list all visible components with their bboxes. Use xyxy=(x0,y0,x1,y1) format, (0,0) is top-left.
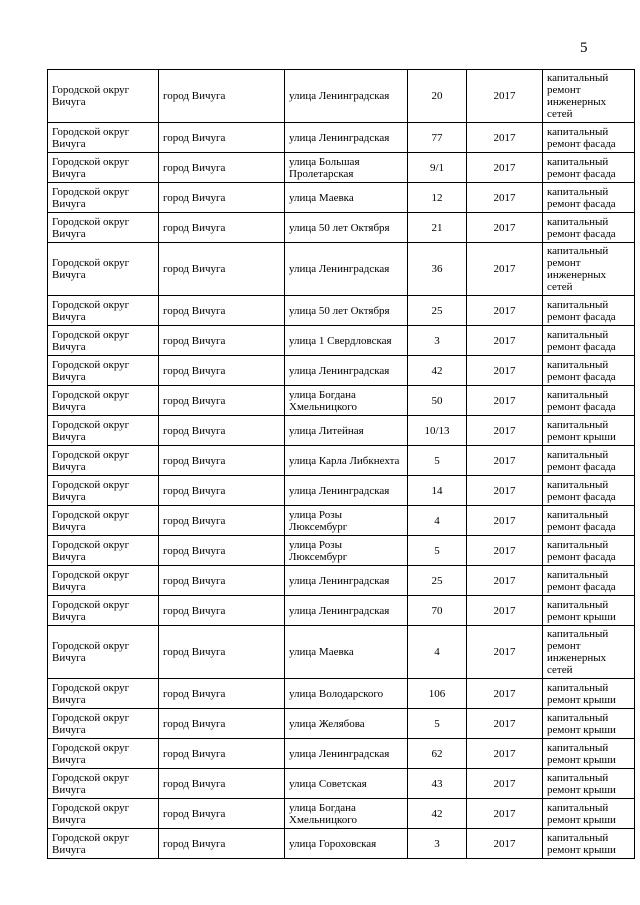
table-row xyxy=(48,386,635,416)
house-number-cell: 14 xyxy=(408,476,467,506)
year-cell: 2017 xyxy=(467,386,543,416)
registry-table-body xyxy=(48,70,635,859)
year-cell: 2017 xyxy=(467,536,543,566)
street-cell: улица Маевка xyxy=(285,626,408,679)
district-cell: Городской округ Вичуга xyxy=(48,213,159,243)
year-cell: 2017 xyxy=(467,446,543,476)
city-cell: город Вичуга xyxy=(159,356,285,386)
street-cell: улица 50 лет Октября xyxy=(285,213,408,243)
year-cell: 2017 xyxy=(467,476,543,506)
house-number-cell: 20 xyxy=(408,70,467,123)
work-type-cell: капитальный ремонт крыши xyxy=(543,416,635,446)
house-number-cell: 10/13 xyxy=(408,416,467,446)
registry-table xyxy=(47,69,635,859)
house-number-cell: 77 xyxy=(408,123,467,153)
work-type-cell: капитальный ремонт фасада xyxy=(543,123,635,153)
table-row xyxy=(48,213,635,243)
work-type-cell: капитальный ремонт фасада xyxy=(543,506,635,536)
street-cell: улица 50 лет Октября xyxy=(285,296,408,326)
work-type-cell: капитальный ремонт фасада xyxy=(543,476,635,506)
district-cell: Городской округ Вичуга xyxy=(48,626,159,679)
district-cell: Городской округ Вичуга xyxy=(48,536,159,566)
work-type-cell: капитальный ремонт инженерных сетей xyxy=(543,626,635,679)
table-row xyxy=(48,679,635,709)
city-cell: город Вичуга xyxy=(159,739,285,769)
work-type-cell: капитальный ремонт фасада xyxy=(543,566,635,596)
street-cell: улица Розы Люксембург xyxy=(285,506,408,536)
district-cell: Городской округ Вичуга xyxy=(48,476,159,506)
table-row xyxy=(48,446,635,476)
year-cell: 2017 xyxy=(467,506,543,536)
table-row xyxy=(48,596,635,626)
street-cell: улица Розы Люксембург xyxy=(285,536,408,566)
table-row xyxy=(48,829,635,859)
house-number-cell: 5 xyxy=(408,536,467,566)
street-cell: улица Ленинградская xyxy=(285,476,408,506)
year-cell: 2017 xyxy=(467,70,543,123)
year-cell: 2017 xyxy=(467,416,543,446)
city-cell: город Вичуга xyxy=(159,153,285,183)
work-type-cell: капитальный ремонт инженерных сетей xyxy=(543,243,635,296)
city-cell: город Вичуга xyxy=(159,183,285,213)
work-type-cell: капитальный ремонт крыши xyxy=(543,739,635,769)
table-row xyxy=(48,243,635,296)
street-cell: улица Ленинградская xyxy=(285,243,408,296)
street-cell: улица Володарского xyxy=(285,679,408,709)
work-type-cell: капитальный ремонт крыши xyxy=(543,709,635,739)
year-cell: 2017 xyxy=(467,739,543,769)
house-number-cell: 21 xyxy=(408,213,467,243)
district-cell: Городской округ Вичуга xyxy=(48,416,159,446)
district-cell: Городской округ Вичуга xyxy=(48,243,159,296)
work-type-cell: капитальный ремонт фасада xyxy=(543,386,635,416)
table-row xyxy=(48,326,635,356)
work-type-cell: капитальный ремонт фасада xyxy=(543,446,635,476)
year-cell: 2017 xyxy=(467,799,543,829)
city-cell: город Вичуга xyxy=(159,416,285,446)
district-cell: Городской округ Вичуга xyxy=(48,446,159,476)
year-cell: 2017 xyxy=(467,183,543,213)
house-number-cell: 70 xyxy=(408,596,467,626)
year-cell: 2017 xyxy=(467,709,543,739)
table-row xyxy=(48,739,635,769)
year-cell: 2017 xyxy=(467,296,543,326)
district-cell: Городской округ Вичуга xyxy=(48,70,159,123)
house-number-cell: 25 xyxy=(408,566,467,596)
table-row xyxy=(48,536,635,566)
city-cell: город Вичуга xyxy=(159,476,285,506)
house-number-cell: 43 xyxy=(408,769,467,799)
street-cell: улица Гороховская xyxy=(285,829,408,859)
year-cell: 2017 xyxy=(467,566,543,596)
city-cell: город Вичуга xyxy=(159,296,285,326)
work-type-cell: капитальный ремонт крыши xyxy=(543,799,635,829)
city-cell: город Вичуга xyxy=(159,536,285,566)
house-number-cell: 9/1 xyxy=(408,153,467,183)
city-cell: город Вичуга xyxy=(159,243,285,296)
house-number-cell: 36 xyxy=(408,243,467,296)
house-number-cell: 106 xyxy=(408,679,467,709)
work-type-cell: капитальный ремонт фасада xyxy=(543,296,635,326)
street-cell: улица Советская xyxy=(285,769,408,799)
city-cell: город Вичуга xyxy=(159,799,285,829)
district-cell: Городской округ Вичуга xyxy=(48,183,159,213)
table-row xyxy=(48,566,635,596)
year-cell: 2017 xyxy=(467,596,543,626)
table-row xyxy=(48,296,635,326)
house-number-cell: 42 xyxy=(408,799,467,829)
city-cell: город Вичуга xyxy=(159,213,285,243)
work-type-cell: капитальный ремонт инженерных сетей xyxy=(543,70,635,123)
house-number-cell: 4 xyxy=(408,626,467,679)
year-cell: 2017 xyxy=(467,243,543,296)
house-number-cell: 42 xyxy=(408,356,467,386)
city-cell: город Вичуга xyxy=(159,596,285,626)
street-cell: улица Желябова xyxy=(285,709,408,739)
street-cell: улица 1 Свердловская xyxy=(285,326,408,356)
work-type-cell: капитальный ремонт крыши xyxy=(543,829,635,859)
work-type-cell: капитальный ремонт фасада xyxy=(543,183,635,213)
house-number-cell: 3 xyxy=(408,829,467,859)
street-cell: улица Ленинградская xyxy=(285,70,408,123)
district-cell: Городской округ Вичуга xyxy=(48,829,159,859)
work-type-cell: капитальный ремонт крыши xyxy=(543,679,635,709)
house-number-cell: 62 xyxy=(408,739,467,769)
table-row xyxy=(48,709,635,739)
work-type-cell: капитальный ремонт крыши xyxy=(543,769,635,799)
table-row xyxy=(48,123,635,153)
street-cell: улица Карла Либкнехта xyxy=(285,446,408,476)
city-cell: город Вичуга xyxy=(159,679,285,709)
district-cell: Городской округ Вичуга xyxy=(48,566,159,596)
city-cell: город Вичуга xyxy=(159,123,285,153)
city-cell: город Вичуга xyxy=(159,446,285,476)
district-cell: Городской округ Вичуга xyxy=(48,386,159,416)
table-row xyxy=(48,70,635,123)
city-cell: город Вичуга xyxy=(159,386,285,416)
city-cell: город Вичуга xyxy=(159,566,285,596)
work-type-cell: капитальный ремонт фасада xyxy=(543,536,635,566)
house-number-cell: 4 xyxy=(408,506,467,536)
year-cell: 2017 xyxy=(467,356,543,386)
city-cell: город Вичуга xyxy=(159,769,285,799)
city-cell: город Вичуга xyxy=(159,829,285,859)
year-cell: 2017 xyxy=(467,829,543,859)
work-type-cell: капитальный ремонт фасада xyxy=(543,326,635,356)
street-cell: улица Богдана Хмельницкого xyxy=(285,386,408,416)
city-cell: город Вичуга xyxy=(159,709,285,739)
year-cell: 2017 xyxy=(467,153,543,183)
work-type-cell: капитальный ремонт фасада xyxy=(543,153,635,183)
page-number: 5 xyxy=(580,40,588,56)
district-cell: Городской округ Вичуга xyxy=(48,596,159,626)
street-cell: улица Большая Пролетарская xyxy=(285,153,408,183)
house-number-cell: 50 xyxy=(408,386,467,416)
city-cell: город Вичуга xyxy=(159,326,285,356)
street-cell: улица Ленинградская xyxy=(285,123,408,153)
city-cell: город Вичуга xyxy=(159,70,285,123)
street-cell: улица Литейная xyxy=(285,416,408,446)
street-cell: улица Маевка xyxy=(285,183,408,213)
table-row xyxy=(48,153,635,183)
table-row xyxy=(48,183,635,213)
district-cell: Городской округ Вичуга xyxy=(48,739,159,769)
table-row xyxy=(48,476,635,506)
city-cell: город Вичуга xyxy=(159,506,285,536)
table-row xyxy=(48,506,635,536)
table-row xyxy=(48,799,635,829)
district-cell: Городской округ Вичуга xyxy=(48,506,159,536)
city-cell: город Вичуга xyxy=(159,626,285,679)
house-number-cell: 25 xyxy=(408,296,467,326)
district-cell: Городской округ Вичуга xyxy=(48,123,159,153)
street-cell: улица Ленинградская xyxy=(285,356,408,386)
street-cell: улица Богдана Хмельницкого xyxy=(285,799,408,829)
house-number-cell: 5 xyxy=(408,446,467,476)
district-cell: Городской округ Вичуга xyxy=(48,769,159,799)
table-row xyxy=(48,626,635,679)
house-number-cell: 3 xyxy=(408,326,467,356)
district-cell: Городской округ Вичуга xyxy=(48,679,159,709)
work-type-cell: капитальный ремонт фасада xyxy=(543,213,635,243)
year-cell: 2017 xyxy=(467,769,543,799)
table-row xyxy=(48,416,635,446)
year-cell: 2017 xyxy=(467,213,543,243)
house-number-cell: 5 xyxy=(408,709,467,739)
street-cell: улица Ленинградская xyxy=(285,566,408,596)
district-cell: Городской округ Вичуга xyxy=(48,326,159,356)
table-row xyxy=(48,769,635,799)
district-cell: Городской округ Вичуга xyxy=(48,709,159,739)
house-number-cell: 12 xyxy=(408,183,467,213)
year-cell: 2017 xyxy=(467,123,543,153)
district-cell: Городской округ Вичуга xyxy=(48,153,159,183)
year-cell: 2017 xyxy=(467,679,543,709)
work-type-cell: капитальный ремонт крыши xyxy=(543,596,635,626)
year-cell: 2017 xyxy=(467,326,543,356)
street-cell: улица Ленинградская xyxy=(285,739,408,769)
district-cell: Городской округ Вичуга xyxy=(48,356,159,386)
year-cell: 2017 xyxy=(467,626,543,679)
street-cell: улица Ленинградская xyxy=(285,596,408,626)
district-cell: Городской округ Вичуга xyxy=(48,799,159,829)
table-row xyxy=(48,356,635,386)
district-cell: Городской округ Вичуга xyxy=(48,296,159,326)
work-type-cell: капитальный ремонт фасада xyxy=(543,356,635,386)
